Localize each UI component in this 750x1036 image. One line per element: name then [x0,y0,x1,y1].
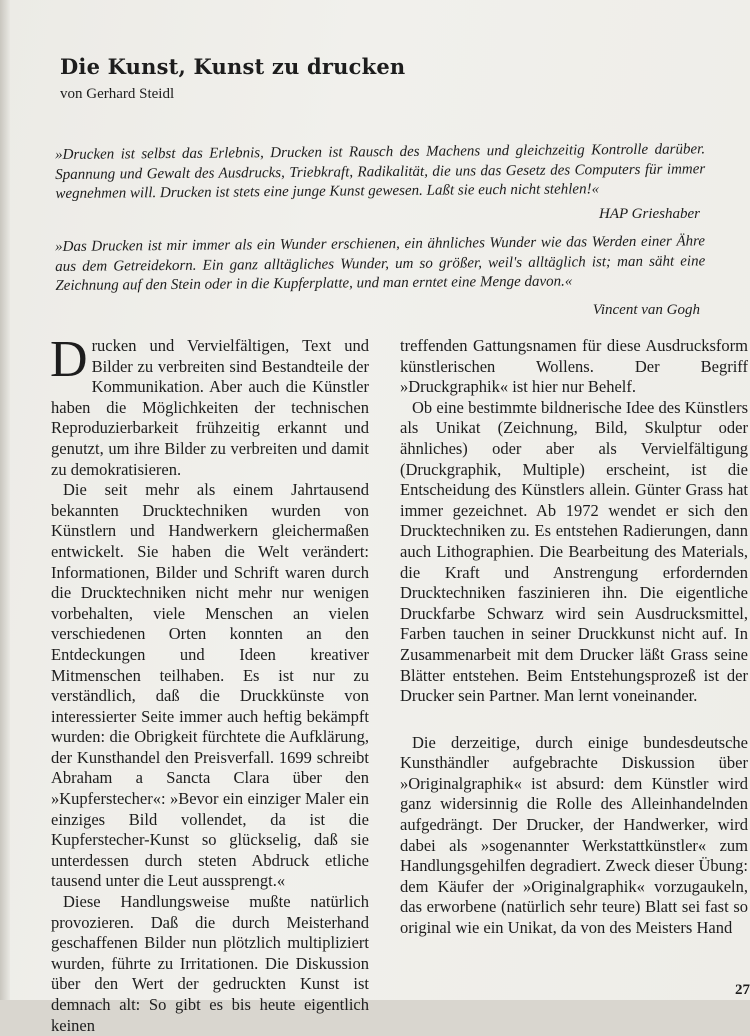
author-byline: von Gerhard Steidl [60,86,175,102]
epigraph-author-1: HAP Grieshaber [599,206,700,222]
paragraph: treffenden Gattungsnamen für diese Ausdrucksform künstlerischen Wollens. Der Begriff »Druckgraphik« ist hier nur Behelf. [400,336,748,397]
paragraph: Diese Handlungsweise mußte natürlich provozieren. Daß die durch Meisterhand geschaffenen Bilder nun plötzlich multipliziert wurden, führte zu Irritationen. Die Diskussion über den Wert der gedruckten Kunst ist demnach alt: So gibt es bis heute eigentlich keinen [51,892,369,1035]
drop-cap: D [50,331,88,388]
body-column-left [50,331,369,1036]
paragraph: Ob eine bestimmte bildnerische Idee des Künstlers als Unikat (Zeichnung, Bild, Skulptur oder ähnliches) oder aber als Vervielfältigung (Druckgraphik, Multiple) erscheint, ist die Entscheidung des Künstlers allein. Günter Grass hat immer gezeichnet. Ab 1972 wendet er sich den Drucktechniken zu. Es entstehen Radierungen, dann auch Lithographien. Die Bearbeitung des Materials, die Kraft und Anstrengung erfordernden Drucktechniken faszinieren ihn. Die eigentliche Druckfarbe Schwarz wird sein Ausdrucksmittel, Farben tauchen in seiner Druckkunst nicht auf. In Zusammenarbeit mit dem Drucker läßt Grass seine Blätter entstehen. Beim Entstehungsprozeß ist der Drucker sein Partner. Man lernt voneinander. [400,397,748,706]
page-gutter [0,0,10,1000]
epigraph-quote-2: »Das Drucken ist mir immer als ein Wunder erschienen, ein ähnliches Wunder wie das Werden einer Ähre aus dem Getreidekorn. Ein ganz alltägliches Wunder, um so größer, weil's alltäglich ist; man säht eine Zeichnung auf den Stein oder in die Kupferplatte, und man erntet eine Menge davon.« [55,233,706,294]
paragraph: Die seit mehr als einem Jahrtausend bekannten Drucktechniken wurden von Künstlern und Handwerkern gleichermaßen entwickelt. Sie haben die Welt verändert: Informationen, Bilder und Schrift waren durch die Drucktechniken nicht mehr nur wenigen vorbehalten, viele Menschen an vielen verschiedenen Orten konnten an den Entdeckungen und Ideen kreativer Mitmenschen teilhaben. Es ist nur zu verständlich, daß die Druckkünste von interessierter Seite immer auch heftig bekämpft wurden: die Obrigkeit fürchtete die Aufklärung, der Kunsthandel den Preisverfall. 1699 schreibt Abraham a Sancta Clara über den »Kupferstecher«: »Bevor ein einziger Maler ein einziges Bild vollendet, da ist die Kupferstecher-Kunst so glückselig, daß sie unterdessen durch steten Abdruck etliche tausend unter die Leut aussprengt.« [51,480,369,891]
page-number: 27 [735,982,750,998]
epigraph-quote-1: »Drucken ist selbst das Erlebnis, Drucken ist Rausch des Machens und gleichzeitig Kontrolle darüber. Spannung und Gewalt des Ausdrucks, Triebkraft, Radikalität, die uns das Gesetz des Computers für immer wegnehmen will. Drucken ist stets eine junge Kunst gewesen. Laßt sie euch nicht stehlen!« [55,141,706,202]
article-title: Die Kunst, Kunst zu drucken [60,54,406,79]
paragraph-text: rucken und Vervielfältigen, Text und Bilder zu verbreiten sind Bestandteile der Kommunikation. Aber auch die Künstler haben die Möglichkeiten der technischen Reproduzierbarkeit frühzeitig erkannt und genutzt, um ihre Bilder zu verbreiten und damit zu demokratisieren. [51,336,369,479]
epigraph-author-2: Vincent van Gogh [592,302,700,318]
paragraph: Die derzeitige, durch einige bundesdeutsche Kunsthändler aufgebrachte Diskussion über »Originalgraphik« ist absurd: dem Künstler wird ganz widersinnig die Rolle des Alleinhandelnden aufgedrängt. Der Drucker, der Handwerker, wird dabei als »sogenannter Werkstattkünstler« zum Handlungsgehilfen degradiert. Zweck dieser Übung: dem Käufer der »Originalgraphik« vorzugaukeln, das erworbene (natürlich sehr teure) Blatt sei fast so original wie ein Unikat, da von des Meisters Hand [400,732,748,938]
body-column-right [400,336,748,939]
paragraph [50,331,369,480]
